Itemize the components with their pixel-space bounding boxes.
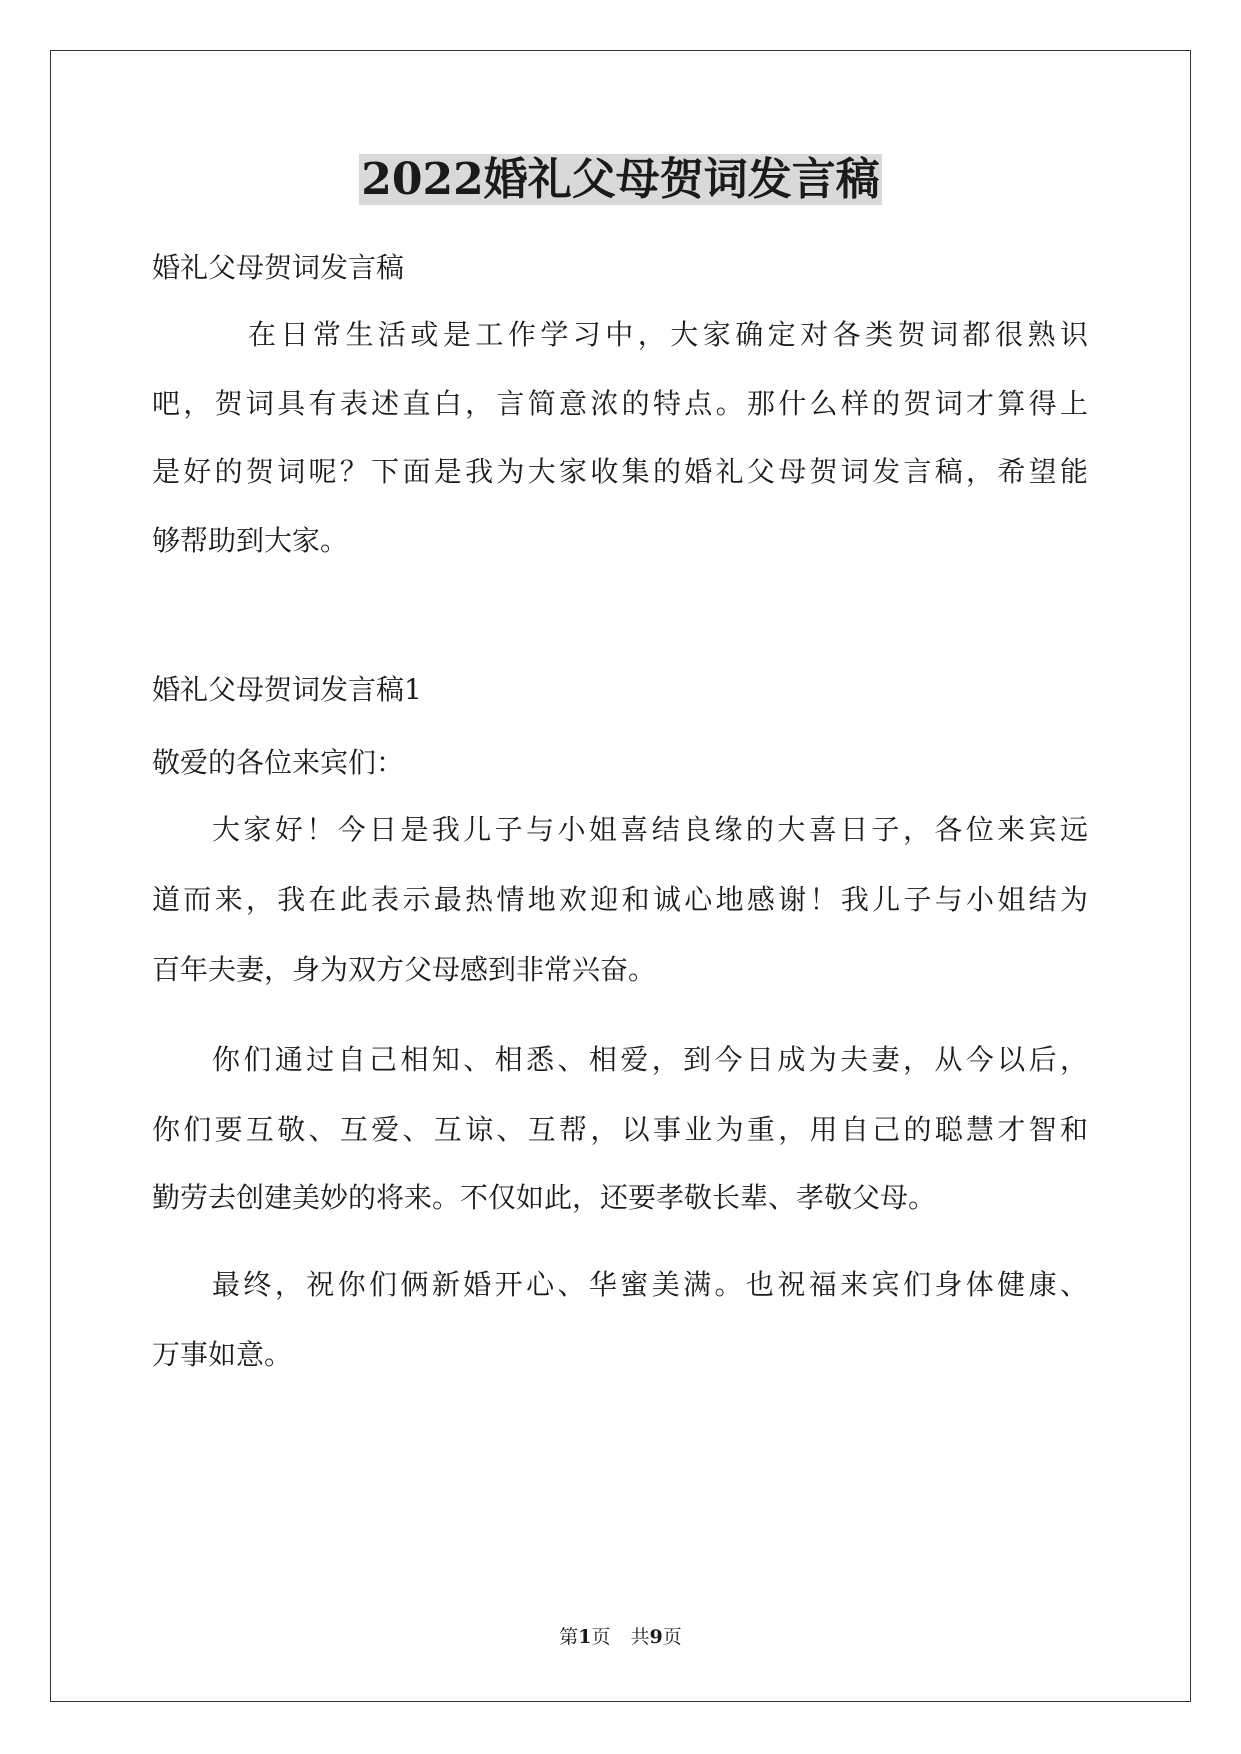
salutation: 敬爱的各位来宾们：	[152, 746, 405, 779]
footer-total-suffix: 页	[662, 1626, 682, 1648]
para3-line-1: 最终，祝你们俩新婚开心、华蜜美满。也祝福来宾们身体健康、	[212, 1268, 1088, 1301]
para2-line-2: 你们要互敬、互爱、互谅、互帮，以事业为重，用自己的聪慧才智和	[152, 1113, 1088, 1146]
document-title-text: 2022婚礼父母贺词发言稿	[361, 154, 880, 205]
intro-line-4: 够帮助到大家。	[152, 524, 349, 557]
section-heading: 婚礼父母贺词发言稿1	[152, 673, 422, 706]
intro-line-2: 吧，贺词具有表述直白，言简意浓的特点。那什么样的贺词才算得上	[152, 387, 1088, 420]
footer-page-total: 9	[649, 1626, 663, 1648]
para1-line-1: 大家好！今日是我儿子与小姐喜结良缘的大喜日子，各位来宾远	[212, 813, 1088, 846]
page-footer	[0, 1625, 1241, 1649]
para3-line-2: 万事如意。	[152, 1338, 293, 1371]
footer-page-current: 1	[578, 1626, 592, 1648]
para2-line-1: 你们通过自己相知、相悉、相爱，到今日成为夫妻，从今以后，	[212, 1043, 1088, 1076]
intro-line-1: 在日常生活或是工作学习中，大家确定对各类贺词都很熟识	[248, 318, 1088, 351]
footer-total-prefix: 共	[630, 1626, 650, 1648]
intro-line-3: 是好的贺词呢？下面是我为大家收集的婚礼父母贺词发言稿，希望能	[152, 455, 1088, 488]
para1-line-2: 道而来，我在此表示最热情地欢迎和诚心地感谢！我儿子与小姐结为	[152, 883, 1088, 916]
footer-page-suffix: 页	[591, 1626, 611, 1648]
para2-line-3: 勤劳去创建美妙的将来。不仅如此，还要孝敬长辈、孝敬父母。	[152, 1181, 937, 1214]
document-subtitle: 婚礼父母贺词发言稿	[152, 251, 405, 284]
para1-line-3: 百年夫妻，身为双方父母感到非常兴奋。	[152, 953, 657, 986]
document-title	[0, 152, 1241, 208]
footer-page-prefix: 第	[559, 1626, 579, 1648]
page-border	[50, 50, 1191, 1702]
